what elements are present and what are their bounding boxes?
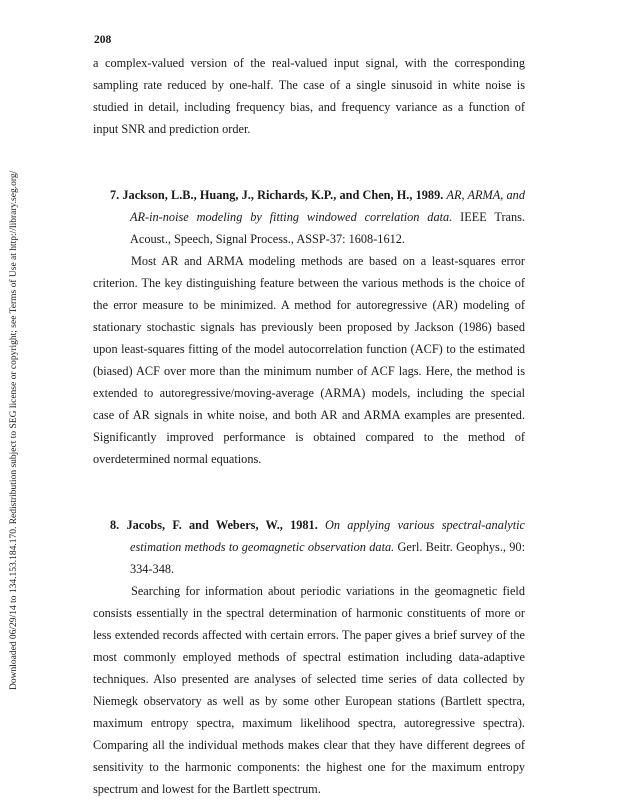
reference-number: 7. bbox=[110, 188, 120, 202]
reference-authors: Jacobs, F. and Webers, W., 1981. bbox=[126, 518, 318, 532]
page-body bbox=[93, 52, 525, 800]
reference-title: On applying various spectral-analytic estimation methods to geomagnetic observation data. bbox=[130, 518, 526, 554]
page-number: 208 bbox=[94, 34, 112, 46]
download-notice: Downloaded 06/29/14 to 134.153.184.170. Redistribution subject to SEG license or copyright; see Terms of Use at http://library.seg.org/ bbox=[9, 170, 19, 690]
reference-7-citation bbox=[93, 184, 525, 250]
reference-title: AR, ARMA, and AR-in-noise modeling by fitting windowed correlation data. bbox=[130, 188, 525, 224]
reference-7-abstract: Most AR and ARMA modeling methods are based on a least-squares error criterion. The key distinguishing feature between the various methods is the choice of the error measure to be minimized. A method for autoregressive (AR) modeling of stationary stochastic signals has previously been proposed by Jackson (1986) based upon least-squares fitting of the model autocorrelation function (ACF) to the estimated (biased) ACF over more than the minimum number of ACF lags. Here, the method is extended to autoregressive/moving-average (ARMA) models, including the special case of AR signals in white noise, and both AR and ARMA examples are presented. Significantly improved performance is obtained compared to the method of overdetermined normal equations. bbox=[93, 254, 525, 466]
reference-authors: Jackson, L.B., Huang, J., Richards, K.P., and Chen, H., 1989. bbox=[122, 188, 444, 202]
reference-source: Gerl. Beitr. Geophys., 90: 334-348. bbox=[130, 540, 525, 576]
intro-paragraph: a complex-valued version of the real-valued input signal, with the corresponding sampling rate reduced by one-half. The case of a single sinusoid in white noise is studied in detail, including frequency bias, and frequency variance as a function of input SNR and prediction order. bbox=[93, 56, 525, 136]
reference-8-citation bbox=[93, 514, 525, 580]
reference-8-abstract: Searching for information about periodic variations in the geomagnetic field consists essentially in the spectral determination of harmonic constituents of more or less extended records affected with certain errors. The paper gives a brief survey of the most commonly employed methods of spectral estimation including data-adaptive techniques. Also presented are analyses of selected time series of data collected by Niemegk observatory as well as by some other European stations (Bartlett spectra, maximum entropy spectra, maximum likelihood spectra, autoregressive spectra). Comparing all the individual methods makes clear that they have different degrees of sensitivity to the harmonic components: the highest one for the maximum entropy spectrum and lowest for the Bartlett spectrum. bbox=[93, 584, 525, 796]
reference-source: IEEE Trans. Acoust., Speech, Signal Process., ASSP-37: 1608-1612. bbox=[130, 210, 526, 246]
reference-number: 8. bbox=[110, 518, 120, 532]
